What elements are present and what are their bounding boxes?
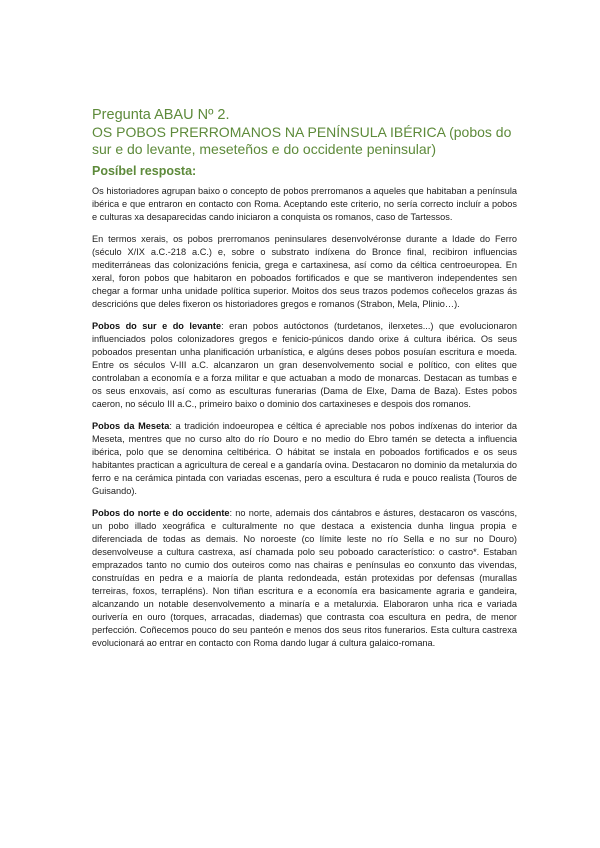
paragraph-lead: Pobos do sur e do levante [92,321,222,331]
paragraph-intro: Os historiadores agrupan baixo o concepto de pobos prerromanos a aqueles que habitaban a península ibérica e que entraron en contacto con Roma. Aceptando este criterio, no sería correcto incluír a pobos e culturas xa desaparecidas cando iniciaron a conquista os romanos, caso de Tartessos. [92,186,517,222]
question-label: Pregunta ABAU Nº 2. [92,107,230,123]
document-heading: OS POBOS PRERROMANOS NA PENÍNSULA IBÉRICA (pobos do sur e do levante, meseteños e do occidente peninsular) [92,124,512,157]
paragraph-north-west: Pobos do norte e do occidente: no norte, ademais dos cántabros e ástures, destacaron os vascóns, un pobo illado xeográfica e culturalmente no que destaca a existencia dunha lingua propia e diferenciada de todas as demais. No noroeste (co límite leste no río Sella e no sur no Douro) desenvolveuse a cultura castrexa, así chamada polo seu poboado característico: o castro*. Estaban emprazados tanto no cumio dos outeiros como nas chairas e penínsulas eo conxunto das vivendas, construídas en pedra e a maioría de planta redondeada, están protexidas por defensas (murallas terreiras, foxos, terrapléns). Non tiñan escritura e a economía era basicamente agraria e gandeira, alcanzando un notable desenvolvemento a minaría e a metalurxia. Elaboraron unha rica e variada ourivería en ouro (torques, arracadas, diademas) que contrasta coa escultura en pedra, de menor perfección. Coñecemos pouco do seu panteón e menos dos seus ritos funerarios. Esta cultura castrexa evolucionará ao entrar en contacto con Roma dando lugar á cultura galaico-romana. [92,508,517,648]
paragraph-lead: Pobos da Meseta [92,421,170,431]
paragraph-lead: Pobos do norte e do occidente [92,508,230,518]
paragraph-general: En termos xerais, os pobos prerromanos peninsulares desenvolvéronse durante a Idade do Ferro (século X/IX a.C.-218 a.C.) e, sobre o substrato indíxena do Bronce final, recibiron influencias mediterráneas das colonizacións fenicia, grega e cartaxinesa, así como da céltica centroeuropea. En xeral, foron pobos que habitaron en poboados fortificados e que se mantiveron independentes sen chegar a formar unha unidade política superior. Moitos dos seus trazos podemos coñecelos grazas ás descricións que deles fixeron os historiadores gregos e romanos (Strabon, Mela, Plinio…). [92,234,517,309]
answer-label: Posíbel resposta: [92,164,197,178]
document-content [92,106,517,659]
paragraph-south-levante: Pobos do sur e do levante: eran pobos autóctonos (turdetanos, ilerxetes...) que evolucionaron influenciados polos colonizadores gregos e fenicio-púnicos dando orixe á cultura ibérica. Os seus poboados presentan unha planificación urbanística, e algúns deses pobos posuían escritura e moeda. Entre os séculos V-III a.C. alcanzaron un gran desenvolvemento social e político, con elites que controlaban a economía e a forza militar e que actuaban a modo de monarcas. Destacan as tumbas e os seus enxovais, así como as esculturas funerarias (Dama de Elxe, Dama de Baza). Estes pobos caeron, no século III a.C., primeiro baixo o dominio dos cartaxineses e despois dos romanos. [92,321,517,409]
paragraph-meseta: Pobos da Meseta: a tradición indoeuropea e céltica é apreciable nos pobos indíxenas do interior da Meseta, mentres que no curso alto do río Douro e no medio do Ebro tamén se detecta a influencia ibérica, polo que se denomina celtibérica. O hábitat se instala en poboados fortificados e os seus habitantes practican a agricultura de cereal e a gandaría ovina. Destacaron no dominio da metalurxia do ferro e na cerámica pintada con variadas escenas, pero a escultura é ruda e pouco realista (Touros de Guisando). [92,421,517,496]
